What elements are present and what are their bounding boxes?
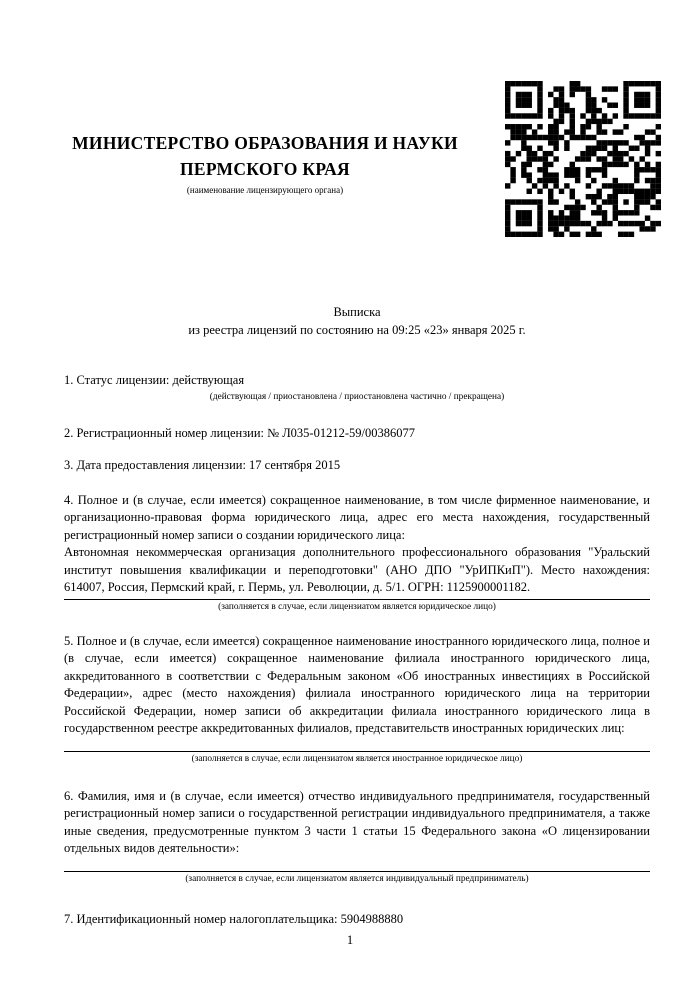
document-title xyxy=(64,303,650,339)
ministry-name-line-2: ПЕРМСКОГО КРАЯ xyxy=(180,159,350,179)
individual-entrepreneur-blank-line xyxy=(64,871,650,872)
taxpayer-id-field: 7. Идентификационный номер налогоплательщика: 5904988880 xyxy=(64,911,404,926)
licensing-authority-caption: (наименование лицензирующего органа) xyxy=(186,185,344,195)
document-title-line-1: Выписка xyxy=(333,305,381,319)
license-status-note: (действующая / приостановлена / приостановлена частично / прекращена) xyxy=(209,391,505,402)
individual-entrepreneur-label: 6. Фамилия, имя и (в случае, если имеется) отчество индивидуального предпринимателя, государственный регистрационный номер записи о государственной регистрации индивидуального предпринимателя, а также иные сведения, предусмотренные пунктом 3 части 1 статьи 15 Федерального закона «О лицензировании отдельных видов деятельности»: xyxy=(64,788,650,855)
registration-number-field: 2. Регистрационный номер лицензии: № Л035-01212-59/00386077 xyxy=(64,425,415,440)
document-title-line-2: из реестра лицензий по состоянию на 09:25 «23» января 2025 г. xyxy=(188,323,526,337)
document-body xyxy=(64,0,650,928)
license-status-field: 1. Статус лицензии: действующая xyxy=(64,373,245,387)
individual-entrepreneur-note: (заполняется в случае, если лицензиатом является индивидуальный предприниматель) xyxy=(185,873,529,884)
foreign-entity-blank-line xyxy=(64,751,650,752)
legal-entity-underline xyxy=(64,599,650,600)
ministry-name-line-1: МИНИСТЕРСТВО ОБРАЗОВАНИЯ И НАУКИ xyxy=(72,133,458,153)
legal-entity-name-value: Автономная некоммерческая организация дополнительного профессионального образования "Уральский институт повышения квалификации и переподготовки" (АНО ДПО "УрИПКиП"). Место нахождения: 614007, Россия, Пермский край, г. Пермь, ул. Революции, д. 5/1. ОГРН: 1125900001182. xyxy=(64,545,650,594)
page-number: 1 xyxy=(346,933,354,947)
legal-entity-name-label: 4. Полное и (в случае, если имеется) сокращенное наименование, в том числе фирменное наименование, и организационно-правовая форма юридического лица, адрес его места нахождения, государственный регистрационный номер записи о создании юридического лица: xyxy=(64,492,650,542)
foreign-entity-label: 5. Полное и (в случае, если имеется) сокращенное наименование иностранного юридического лица, полное и (в случае, если имеется) сокращенное наименование филиала иностранного юридического лица, аккредитованного в соответствии с Федеральным законом «Об иностранных инвестициях в Российской Федерации», адрес (место нахождения) филиала иностранного юридического лица на территории Российской Федерации, номер записи об аккредитации филиала иностранного юридического лица в государственном реестре аккредитованных филиалов, представительств иностранных юридических лиц: xyxy=(64,633,650,735)
foreign-entity-note: (заполняется в случае, если лицензиатом является иностранное юридическое лицо) xyxy=(191,753,523,764)
license-grant-date-field: 3. Дата предоставления лицензии: 17 сентября 2015 xyxy=(64,458,341,472)
legal-entity-note: (заполняется в случае, если лицензиатом является юридическое лицо) xyxy=(218,601,496,612)
